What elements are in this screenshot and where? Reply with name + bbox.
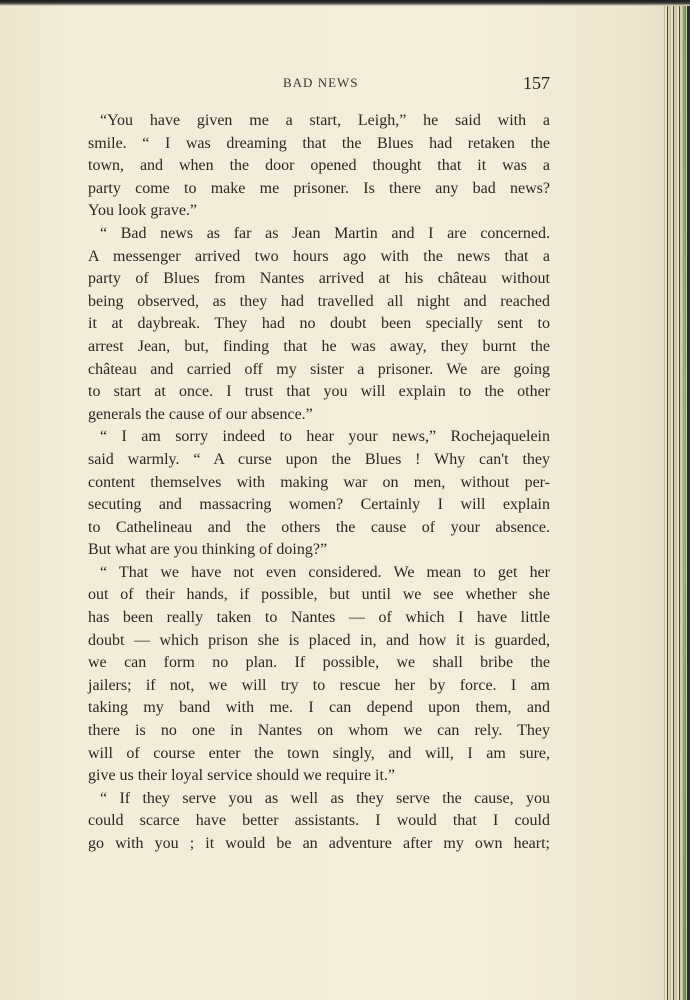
text-line: will of course enter the town singly, and will, I am sure, [88,744,550,762]
text-line: jailers; if not, we will try to rescue her by force. I am [88,676,550,694]
text-line: said warmly. “ A curse upon the Blues ! Why can't they [88,450,550,468]
text-line: doubt — which prison she is placed in, and how it is guarded, [88,631,550,649]
text-line: A messenger arrived two hours ago with the news that a [88,247,550,265]
text-line: out of their hands, if possible, but until we see whether she [88,586,550,604]
page-number: 157 [523,73,550,93]
text-line: to start at once. I trust that you will explain to the other [88,383,550,401]
text-line: party of Blues from Nantes arrived at his château without [88,270,550,288]
page-top-edge [0,0,690,6]
text-line: “ I am sorry indeed to hear your news,” Rochejaquelein [100,428,550,446]
running-head [88,73,550,97]
text-line: go with you ; it would be an adventure after my own heart; [88,835,550,852]
text-line: You look grave.” [88,202,198,220]
text-line: “ That we have not even considered. We mean to get her [100,563,550,581]
text-line: “You have given me a start, Leigh,” he said with a [100,112,550,129]
text-line: “ Bad news as far as Jean Martin and I are concerned. [100,224,550,242]
text-line: arrest Jean, but, finding that he was away, they burnt the [88,337,550,355]
text-line: has been really taken to Nantes — of which I have little [88,609,550,627]
text-line: being observed, as they had travelled all night and reached [88,292,550,310]
text-line: secuting and massacring women? Certainly I will explain [88,496,550,514]
text-line: château and carried off my sister a prisoner. We are going [88,360,550,378]
book-fore-edge-binding [683,6,686,1000]
text-line: generals the cause of our absence.” [88,405,313,423]
text-line: could scarce have better assistants. I would that I could [88,812,550,830]
text-line: to Cathelineau and the others the cause of your absence. [88,518,550,536]
text-line: give us their loyal service should we require it.” [88,767,396,785]
running-title: BAD NEWS [283,75,359,90]
text-line: it at daybreak. They had no doubt been specially sent to [88,315,550,333]
text-line: But what are you thinking of doing?” [88,541,328,559]
text-line: content themselves with making war on men, without per- [88,473,550,491]
text-line: town, and when the door opened thought that it was a [88,157,550,175]
text-line: taking my band with me. I can depend upon them, and [88,699,550,717]
text-line: “ If they serve you as well as they serve the cause, you [100,789,550,807]
text-line: smile. “ I was dreaming that the Blues had retaken the [88,134,550,152]
body-text [88,110,550,856]
text-line: party come to make me prisoner. Is there any bad news? [88,179,550,197]
text-line: there is no one in Nantes on whom we can rely. They [88,722,550,740]
text-line: we can form no plan. If possible, we shall bribe the [88,654,550,672]
